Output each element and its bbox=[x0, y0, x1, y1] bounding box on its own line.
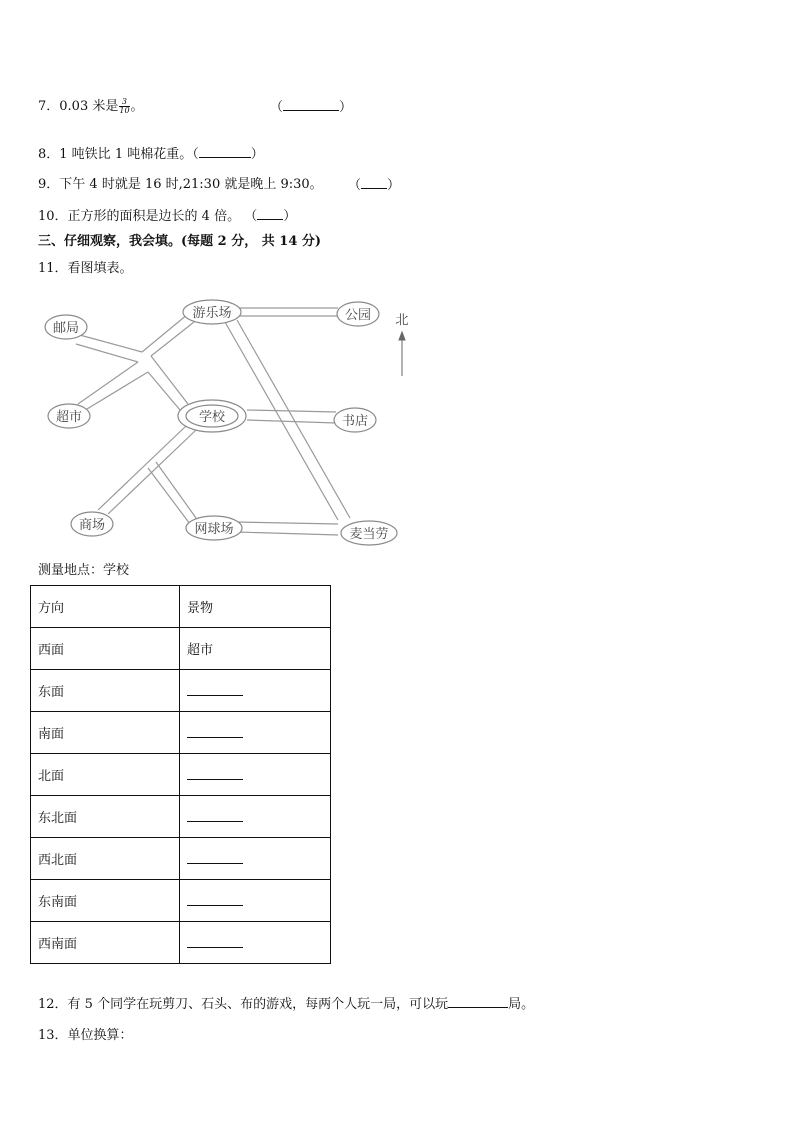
road-line bbox=[236, 532, 338, 535]
question-text: 有 5 个同学在玩剪刀、石头、布的游戏，每两个人玩一局，可以玩 bbox=[67, 997, 449, 1012]
place-cell[interactable] bbox=[180, 922, 331, 964]
answer-blank[interactable] bbox=[361, 176, 387, 189]
direction-cell: 北面 bbox=[31, 754, 180, 796]
road-line bbox=[247, 420, 336, 423]
road-line bbox=[247, 410, 336, 412]
table-row bbox=[31, 880, 331, 922]
map-label-youlechang: 游乐场 bbox=[192, 306, 232, 321]
table-row bbox=[31, 754, 331, 796]
place-cell[interactable] bbox=[180, 670, 331, 712]
question-text: 0.03 米是 bbox=[59, 99, 119, 114]
table-row bbox=[31, 838, 331, 880]
question-text: 看图填表。 bbox=[67, 261, 133, 276]
paren-open: （ bbox=[270, 100, 284, 115]
direction-cell: 东南面 bbox=[31, 880, 180, 922]
answer-blank[interactable] bbox=[187, 853, 243, 864]
place-cell[interactable] bbox=[180, 880, 331, 922]
table-row bbox=[31, 922, 331, 964]
road-line bbox=[142, 314, 188, 352]
paren-close: ） bbox=[283, 209, 297, 224]
table-row bbox=[31, 712, 331, 754]
answer-blank[interactable] bbox=[283, 98, 339, 111]
paren-close: ） bbox=[250, 147, 264, 162]
direction-cell: 西南面 bbox=[31, 922, 180, 964]
question-7 bbox=[38, 98, 144, 116]
answer-parens-7[interactable] bbox=[270, 98, 352, 117]
direction-table bbox=[30, 585, 331, 964]
road-line bbox=[236, 522, 338, 524]
road-line bbox=[98, 426, 186, 510]
question-number: 10． bbox=[38, 209, 68, 224]
question-9 bbox=[38, 176, 323, 194]
question-number: 8． bbox=[38, 147, 60, 162]
direction-cell: 东北面 bbox=[31, 796, 180, 838]
question-text: 正方形的面积是边长的 4 倍。 bbox=[67, 209, 241, 224]
table-header-cell: 景物 bbox=[180, 586, 331, 628]
map-label-xuexiao: 学校 bbox=[198, 410, 226, 425]
question-11 bbox=[38, 260, 133, 278]
place-cell[interactable] bbox=[180, 838, 331, 880]
question-12 bbox=[38, 995, 534, 1014]
question-8 bbox=[38, 145, 264, 164]
fraction-numerator: 3 bbox=[119, 98, 129, 107]
road-line bbox=[237, 320, 350, 518]
map-label-gongyuan: 公园 bbox=[344, 308, 372, 323]
question-number: 7． bbox=[38, 99, 60, 114]
question-13 bbox=[38, 1027, 133, 1045]
north-label: 北 bbox=[395, 313, 409, 328]
road-line bbox=[76, 334, 142, 352]
answer-blank[interactable] bbox=[187, 727, 243, 738]
map-label-shangchang: 商场 bbox=[78, 518, 106, 533]
table-header-row bbox=[31, 586, 331, 628]
map-label-chaoshi: 超市 bbox=[55, 410, 83, 425]
answer-parens-9[interactable] bbox=[348, 176, 400, 195]
answer-blank[interactable] bbox=[187, 937, 243, 948]
paren-open: （ bbox=[244, 209, 258, 224]
answer-blank[interactable] bbox=[187, 769, 243, 780]
paren-open: （ bbox=[348, 178, 362, 193]
question-number: 13． bbox=[38, 1028, 68, 1043]
map-diagram bbox=[38, 292, 418, 552]
map-label-maidanglao: 麦当劳 bbox=[349, 527, 389, 542]
direction-cell: 东面 bbox=[31, 670, 180, 712]
road-line bbox=[156, 462, 196, 518]
question-text-end: 。 bbox=[130, 99, 144, 114]
place-cell[interactable] bbox=[180, 712, 331, 754]
road-line bbox=[148, 372, 180, 410]
question-number: 12． bbox=[38, 997, 68, 1012]
question-text: 1 吨铁比 1 吨棉花重。 bbox=[59, 147, 193, 162]
paren-close: ） bbox=[339, 100, 353, 115]
map-label-wangqiuchang: 网球场 bbox=[194, 522, 234, 537]
answer-blank[interactable] bbox=[187, 895, 243, 906]
table-row bbox=[31, 628, 331, 670]
answer-blank[interactable] bbox=[187, 685, 243, 696]
answer-blank[interactable] bbox=[257, 207, 283, 220]
fraction-denominator: 10 bbox=[119, 106, 130, 115]
question-number: 9． bbox=[38, 177, 60, 192]
table-row bbox=[31, 670, 331, 712]
place-cell: 超市 bbox=[180, 628, 331, 670]
place-cell[interactable] bbox=[180, 754, 331, 796]
map-label-youju: 邮局 bbox=[52, 321, 80, 336]
section-heading: 三、仔细观察，我会填。(每题 2 分， 共 14 分) bbox=[38, 234, 322, 249]
road-line bbox=[76, 344, 138, 362]
answer-blank[interactable] bbox=[199, 145, 251, 158]
question-text: 单位换算： bbox=[67, 1028, 133, 1043]
paren-close: ） bbox=[387, 178, 401, 193]
question-number: 11． bbox=[38, 261, 68, 276]
map-label-shudian: 书店 bbox=[341, 414, 369, 429]
place-cell[interactable] bbox=[180, 796, 331, 838]
direction-cell: 西面 bbox=[31, 628, 180, 670]
answer-blank[interactable] bbox=[448, 995, 508, 1008]
question-text-end: 局。 bbox=[508, 997, 535, 1012]
answer-blank[interactable] bbox=[187, 811, 243, 822]
direction-cell: 西北面 bbox=[31, 838, 180, 880]
question-10 bbox=[38, 207, 296, 226]
direction-cell: 南面 bbox=[31, 712, 180, 754]
table-header-cell: 方向 bbox=[31, 586, 180, 628]
paren-open: （ bbox=[192, 147, 199, 162]
measure-label: 测量地点：学校 bbox=[38, 563, 130, 578]
road-line bbox=[108, 430, 196, 514]
fraction bbox=[119, 98, 129, 115]
road-line bbox=[148, 468, 190, 524]
north-arrow-icon bbox=[399, 332, 405, 376]
question-text: 下午 4 时就是 16 时,21:30 就是晚上 9:30。 bbox=[59, 177, 323, 192]
table-row bbox=[31, 796, 331, 838]
